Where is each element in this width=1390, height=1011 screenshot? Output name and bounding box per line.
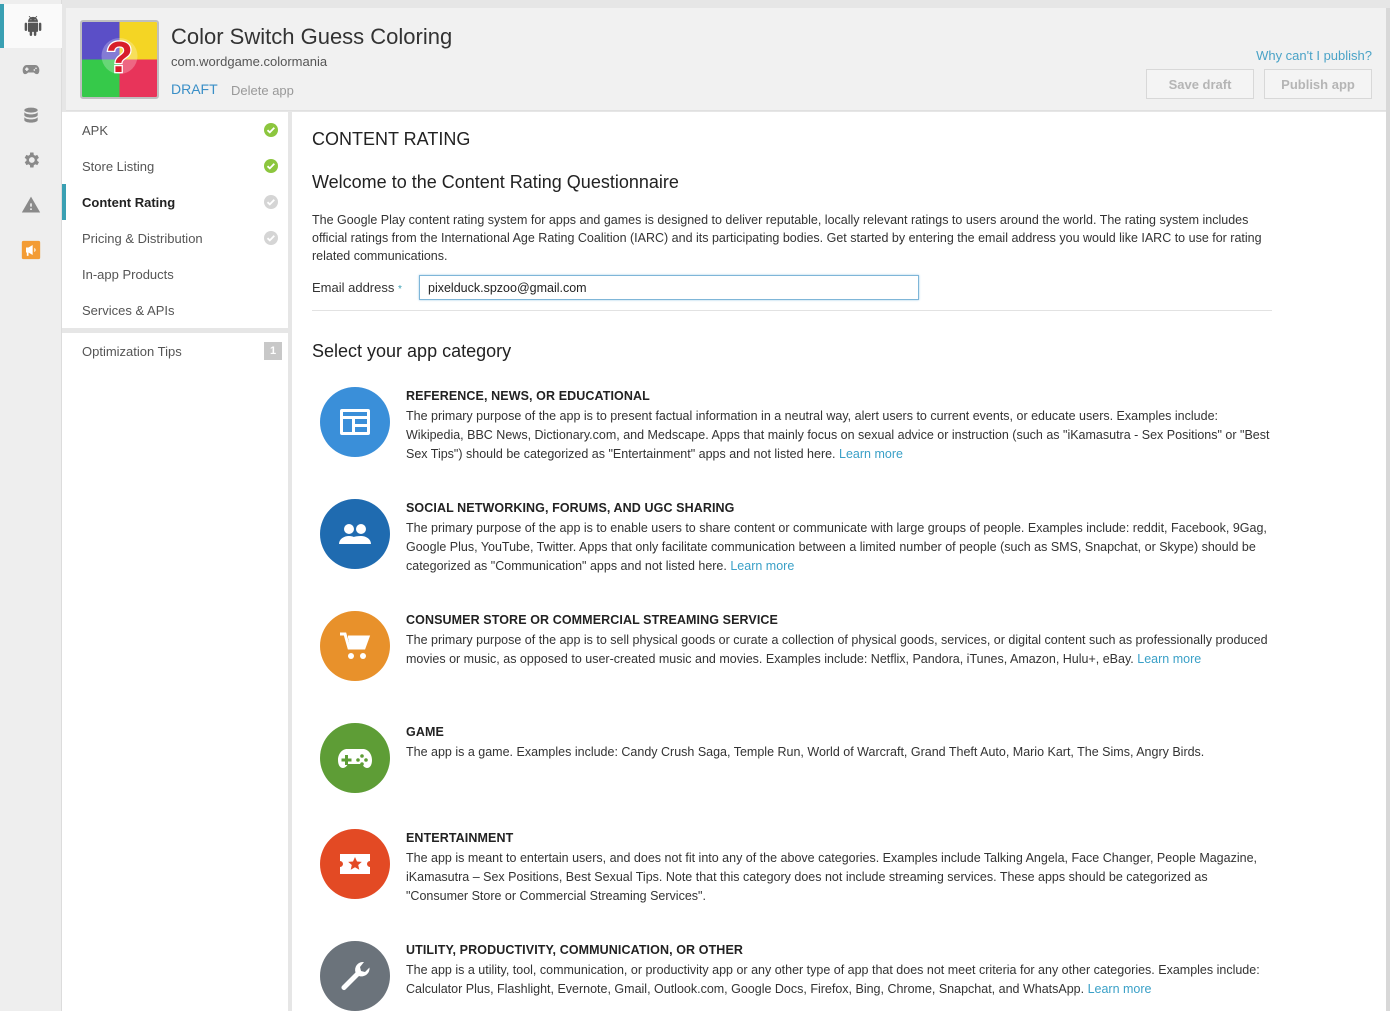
email-input[interactable]	[419, 275, 919, 300]
category-description	[406, 961, 1272, 999]
wrench-icon	[335, 956, 375, 996]
category-icon-circle[interactable]	[320, 387, 390, 457]
gear-icon	[21, 150, 41, 170]
nav-item-label: Optimization Tips	[82, 343, 182, 359]
app-package-name: com.wordgame.colormania	[171, 54, 328, 69]
questionnaire-heading: Welcome to the Content Rating Questionnaire	[312, 172, 679, 192]
category-game[interactable]	[312, 723, 1272, 813]
category-icon-circle[interactable]	[320, 941, 390, 1011]
rail-games[interactable]	[0, 48, 62, 92]
category-description	[406, 519, 1272, 576]
side-nav-secondary	[62, 333, 288, 1011]
nav-item-optimization-tips[interactable]	[62, 333, 288, 369]
delete-app-link[interactable]: Delete app	[231, 83, 294, 98]
nav-item-label: In-app Products	[82, 266, 174, 282]
app-status-draft: DRAFT	[171, 81, 218, 97]
article-icon	[335, 402, 375, 442]
category-description	[406, 407, 1272, 464]
category-reference[interactable]	[312, 387, 1272, 487]
intro-text: The Google Play content rating system for apps and games is designed to deliver reputable, locally relevant ratings to users around the world. The rating system includes official ratings from the International Age Rating Coalition (IARC) and its participating bodies. Get started by entering the email address you would like IARC to use for rating related communications.	[312, 213, 1262, 263]
category-name: SOCIAL NETWORKING, FORUMS, AND UGC SHARING	[406, 501, 735, 515]
gamepad-icon	[335, 738, 375, 778]
category-icon-circle[interactable]	[320, 723, 390, 793]
nav-item-apk[interactable]	[62, 112, 288, 148]
category-name: GAME	[406, 725, 444, 739]
category-icon-circle[interactable]	[320, 829, 390, 899]
select-category-heading: Select your app category	[312, 341, 512, 361]
rail-android[interactable]	[0, 4, 62, 48]
nav-item-pricing-distribution[interactable]	[62, 220, 288, 256]
category-name: ENTERTAINMENT	[406, 831, 514, 845]
publish-app-button[interactable]: Publish app	[1264, 69, 1372, 99]
required-marker: *	[398, 284, 402, 295]
rail-alerts[interactable]	[0, 183, 62, 227]
learn-more-link[interactable]: Learn more	[1137, 652, 1202, 666]
nav-item-content-rating[interactable]	[62, 184, 288, 220]
announcement-icon	[21, 240, 41, 260]
left-rail	[0, 0, 62, 1011]
category-utility[interactable]	[312, 941, 1272, 1011]
people-icon	[335, 514, 375, 554]
category-description: The app is a game. Examples include: Candy Crush Saga, Temple Run, World of Warcraft, Grand Theft Auto, Mario Kart, The Sims, Angry Birds.	[406, 745, 1205, 759]
category-name: CONSUMER STORE OR COMMERCIAL STREAMING SERVICE	[406, 613, 778, 627]
android-icon	[23, 16, 43, 36]
category-social[interactable]	[312, 499, 1272, 599]
app-icon	[80, 20, 159, 99]
category-icon-circle[interactable]	[320, 611, 390, 681]
nav-item-label: Pricing & Distribution	[82, 230, 203, 246]
category-description: The app is meant to entertain users, and does not fit into any of the above categories. Examples include Talking Angela, Face Changer, People Magazine, iKamasutra – Sex Positions, Best Sexual Tips. Note that this category does not include streaming services. These apps should be categorized as "Consumer Store or Commercial Streaming Services".	[406, 851, 1257, 903]
category-description-text: The primary purpose of the app is to enable users to share content or communicate with large groups of people. Examples include: reddit, Facebook, 9Gag, Google Plus, YouTube, Twitter. Apps that only facilitate communication between a limited number of people (such as SMS, Snapchat, or Skype) should be categorized as "Communication" apps and not listed here.	[406, 521, 1267, 573]
gamepad-icon	[21, 60, 41, 80]
warning-icon	[21, 195, 41, 215]
category-icon-circle[interactable]	[320, 499, 390, 569]
learn-more-link[interactable]: Learn more	[839, 447, 903, 461]
nav-item-label: Content Rating	[82, 194, 176, 210]
nav-item-label: APK	[82, 122, 109, 138]
category-name: UTILITY, PRODUCTIVITY, COMMUNICATION, OR OTHER	[406, 943, 744, 957]
nav-item-services-apis[interactable]	[62, 292, 288, 328]
check-incomplete-icon	[264, 231, 278, 245]
ticket-icon	[335, 844, 375, 884]
rail-settings[interactable]	[0, 138, 62, 182]
category-name: REFERENCE, NEWS, OR EDUCATIONAL	[406, 389, 650, 403]
check-complete-icon	[264, 123, 278, 137]
database-icon	[21, 106, 41, 126]
category-description-text: The primary purpose of the app is to sell physical goods or curate a collection of physical goods, services, or digital content such as professionally produced movies or music, as opposed to user-created music and movies. Examples include: Netflix, Pandora, iTunes, Amazon, Hulu+, eBay.	[406, 633, 1268, 666]
scrollbar-track[interactable]	[1386, 8, 1390, 1011]
rail-promotions[interactable]	[0, 228, 62, 272]
nav-item-label: Services & APIs	[82, 302, 175, 318]
svg-text:?: ?	[106, 33, 133, 82]
divider	[312, 310, 1272, 311]
nav-item-label: Store Listing	[82, 158, 155, 174]
rail-database[interactable]	[0, 94, 62, 138]
cart-icon	[335, 626, 375, 666]
save-draft-button[interactable]: Save draft	[1146, 69, 1254, 99]
app-header	[66, 8, 1386, 111]
category-consumer-store[interactable]	[312, 611, 1272, 711]
category-entertainment[interactable]	[312, 829, 1272, 929]
nav-item-store-listing[interactable]	[62, 148, 288, 184]
nav-item-in-app-products[interactable]	[62, 256, 288, 292]
category-description-text: The primary purpose of the app is to present factual information in a neutral way, alert users to current events, or educate users. Examples include: Wikipedia, BBC News, Dictionary.com, and Medscape. Apps that mainly focus on sexual advice or instruction (such as "iKamasutra - Sex Positions" or "Best Sex Tips") should be categorized as "Entertainment" apps and not listed here.	[406, 409, 1270, 461]
category-description-text: The app is a utility, tool, communication, or productivity app or any other type of app that does not meet criteria for any other categories. Examples include: Calculator Plus, Flashlight, Evernote, Gmail, Outlook.com, Google Docs, Firefox, Bing, Chrome, Snapchat, and WhatsApp.	[406, 963, 1260, 996]
category-description	[406, 631, 1272, 669]
email-label-text: Email address	[312, 280, 395, 295]
learn-more-link[interactable]: Learn more	[730, 559, 795, 573]
optimization-count-badge: 1	[264, 342, 282, 360]
check-complete-icon	[264, 159, 278, 173]
section-title: CONTENT RATING	[312, 129, 471, 149]
email-label	[312, 280, 402, 295]
why-cant-publish-link[interactable]: Why can't I publish?	[1256, 48, 1372, 63]
side-nav	[62, 112, 288, 328]
app-title: Color Switch Guess Coloring	[171, 24, 453, 49]
main-content	[292, 112, 1386, 1011]
learn-more-link[interactable]: Learn more	[1087, 982, 1152, 996]
check-incomplete-icon	[264, 195, 278, 209]
